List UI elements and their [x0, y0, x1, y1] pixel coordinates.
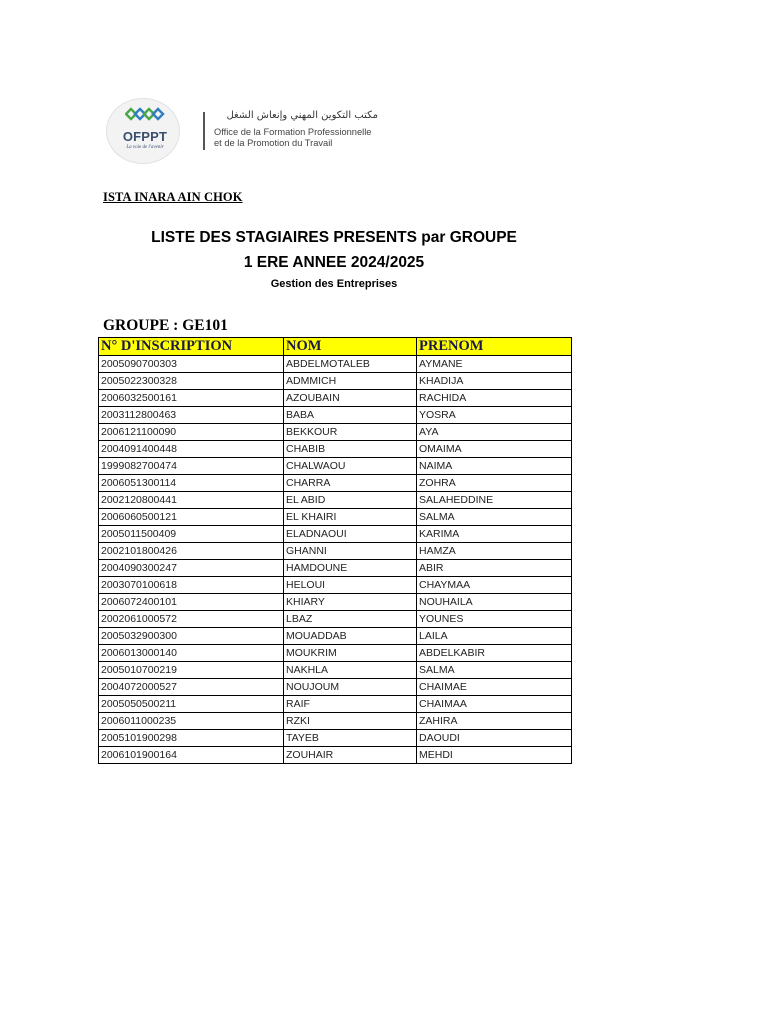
cell-inscription-number: 2005010700219 [99, 662, 284, 679]
table-row [99, 458, 572, 475]
table-row [99, 492, 572, 509]
cell-prenom: HAMZA [417, 543, 572, 560]
logo-divider [203, 112, 205, 150]
cell-prenom: NAIMA [417, 458, 572, 475]
column-header-nom: NOM [284, 338, 417, 356]
cell-nom: EL KHAIRI [284, 509, 417, 526]
cell-inscription-number: 2006060500121 [99, 509, 284, 526]
cell-prenom: AYMANE [417, 356, 572, 373]
table-row [99, 373, 572, 390]
cell-prenom: SALMA [417, 509, 572, 526]
cell-nom: ADMMICH [284, 373, 417, 390]
table-row [99, 662, 572, 679]
table-row [99, 356, 572, 373]
cell-prenom: YOUNES [417, 611, 572, 628]
logo-tagline: La voie de l'avenir [126, 145, 164, 150]
cell-inscription-number: 2005011500409 [99, 526, 284, 543]
cell-prenom: KARIMA [417, 526, 572, 543]
cell-nom: KHIARY [284, 594, 417, 611]
cell-prenom: ABDELKABIR [417, 645, 572, 662]
cell-inscription-number: 2005101900298 [99, 730, 284, 747]
table-row [99, 509, 572, 526]
logo-french-line-1: Office de la Formation Professionnelle [214, 127, 372, 137]
table-row [99, 577, 572, 594]
logo-emblem [106, 98, 180, 164]
ofppt-logo [104, 96, 394, 168]
table-row [99, 747, 572, 764]
cell-prenom: SALMA [417, 662, 572, 679]
ofppt-mark-icon [125, 107, 165, 127]
table-row [99, 390, 572, 407]
cell-prenom: MEHDI [417, 747, 572, 764]
cell-prenom: ZAHIRA [417, 713, 572, 730]
table-row [99, 441, 572, 458]
cell-nom: BABA [284, 407, 417, 424]
cell-nom: CHARRA [284, 475, 417, 492]
cell-inscription-number: 2005032900300 [99, 628, 284, 645]
cell-nom: AZOUBAIN [284, 390, 417, 407]
cell-nom: CHABIB [284, 441, 417, 458]
cell-nom: LBAZ [284, 611, 417, 628]
cell-nom: HELOUI [284, 577, 417, 594]
cell-nom: RZKI [284, 713, 417, 730]
cell-inscription-number: 2002061000572 [99, 611, 284, 628]
table-row [99, 475, 572, 492]
cell-nom: NAKHLA [284, 662, 417, 679]
cell-nom: RAIF [284, 696, 417, 713]
cell-prenom: OMAIMA [417, 441, 572, 458]
cell-inscription-number: 2005090700303 [99, 356, 284, 373]
logo-name: OFPPT [122, 129, 168, 144]
table-row [99, 611, 572, 628]
table-row [99, 628, 572, 645]
cell-prenom: DAOUDI [417, 730, 572, 747]
cell-inscription-number: 1999082700474 [99, 458, 284, 475]
table-row [99, 424, 572, 441]
table-row [99, 730, 572, 747]
table-row [99, 645, 572, 662]
cell-inscription-number: 2005050500211 [99, 696, 284, 713]
cell-prenom: NOUHAILA [417, 594, 572, 611]
cell-prenom: SALAHEDDINE [417, 492, 572, 509]
cell-nom: ZOUHAIR [284, 747, 417, 764]
cell-inscription-number: 2006101900164 [99, 747, 284, 764]
table-row [99, 713, 572, 730]
table-row [99, 543, 572, 560]
table-row [99, 407, 572, 424]
cell-nom: GHANNI [284, 543, 417, 560]
cell-nom: EL ABID [284, 492, 417, 509]
table-header-row [99, 338, 572, 356]
table-row [99, 526, 572, 543]
table-row [99, 560, 572, 577]
cell-prenom: RACHIDA [417, 390, 572, 407]
cell-inscription-number: 2004072000527 [99, 679, 284, 696]
cell-nom: MOUADDAB [284, 628, 417, 645]
cell-prenom: CHAYMAA [417, 577, 572, 594]
cell-inscription-number: 2003070100618 [99, 577, 284, 594]
cell-inscription-number: 2004090300247 [99, 560, 284, 577]
cell-inscription-number: 2004091400448 [99, 441, 284, 458]
cell-inscription-number: 2006013000140 [99, 645, 284, 662]
cell-prenom: ZOHRA [417, 475, 572, 492]
cell-nom: TAYEB [284, 730, 417, 747]
cell-nom: BEKKOUR [284, 424, 417, 441]
cell-prenom: ABIR [417, 560, 572, 577]
cell-nom: ELADNAOUI [284, 526, 417, 543]
cell-inscription-number: 2006072400101 [99, 594, 284, 611]
cell-nom: NOUJOUM [284, 679, 417, 696]
table-row [99, 594, 572, 611]
group-label: GROUPE : GE101 [103, 317, 228, 334]
cell-inscription-number: 2005022300328 [99, 373, 284, 390]
cell-inscription-number: 2002120800441 [99, 492, 284, 509]
cell-inscription-number: 2006121100090 [99, 424, 284, 441]
table-row [99, 679, 572, 696]
cell-prenom: KHADIJA [417, 373, 572, 390]
institute-name: ISTA INARA AIN CHOK [103, 190, 243, 204]
academic-year: 1 ERE ANNEE 2024/2025 [243, 254, 425, 271]
cell-inscription-number: 2006011000235 [99, 713, 284, 730]
column-header-prenom: PRENOM [417, 338, 572, 356]
cell-prenom: CHAIMAE [417, 679, 572, 696]
cell-nom: CHALWAOU [284, 458, 417, 475]
cell-nom: HAMDOUNE [284, 560, 417, 577]
cell-inscription-number: 2002101800426 [99, 543, 284, 560]
cell-inscription-number: 2003112800463 [99, 407, 284, 424]
cell-inscription-number: 2006051300114 [99, 475, 284, 492]
program-name: Gestion des Entreprises [270, 278, 398, 290]
cell-prenom: YOSRA [417, 407, 572, 424]
cell-inscription-number: 2006032500161 [99, 390, 284, 407]
cell-nom: MOUKRIM [284, 645, 417, 662]
table-row [99, 696, 572, 713]
document-title: LISTE DES STAGIAIRES PRESENTS par GROUPE [151, 229, 517, 246]
column-header-inscription: N° D'INSCRIPTION [99, 338, 284, 356]
logo-french-name [214, 127, 371, 149]
cell-prenom: CHAIMAA [417, 696, 572, 713]
trainees-table [98, 337, 572, 764]
cell-prenom: AYA [417, 424, 572, 441]
logo-arabic-name: مكتب التكوين المهني وإنعاش الشغل [226, 110, 378, 121]
cell-nom: ABDELMOTALEB [284, 356, 417, 373]
logo-french-line-2: et de la Promotion du Travail [214, 138, 333, 148]
cell-prenom: LAILA [417, 628, 572, 645]
